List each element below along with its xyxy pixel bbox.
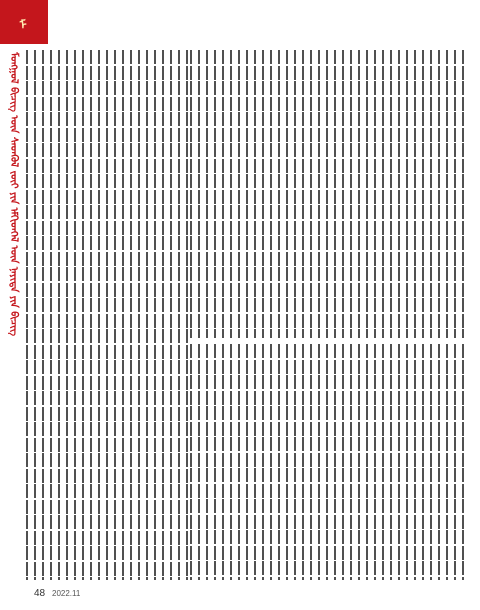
- script-lines: [26, 50, 188, 580]
- page-number: 48: [34, 588, 46, 599]
- text-column-upper-3: [398, 50, 464, 338]
- text-column-lower: [190, 344, 466, 580]
- script-lines: [398, 50, 464, 338]
- text-column-upper-2: [278, 50, 394, 338]
- running-head: ᠮᠣᠩᠭᠣᠯ ᠪᠢᠴᠢᠭ ᠦᠨ ᠰᠡᠳᠬᠦᠯ ᠵᠦᠢ ᠶᠢᠨ ᠡᠮᠬᠢᠳᠭᠡᠯ ᠦᠨ ᠨᠡᠶᠢᠲᠡ ᠶᠢᠨ ᠪᠢᠴᠢᠭ: [8, 52, 19, 337]
- text-column-upper-1: [190, 50, 276, 338]
- text-column-left: [26, 50, 188, 580]
- script-lines: [190, 50, 276, 338]
- script-lines: [278, 50, 394, 338]
- issue-date: 2022.11: [52, 589, 81, 598]
- section-tab: [0, 0, 48, 44]
- script-lines: [190, 344, 466, 580]
- section-tab-glyph: ᠮ: [19, 17, 27, 32]
